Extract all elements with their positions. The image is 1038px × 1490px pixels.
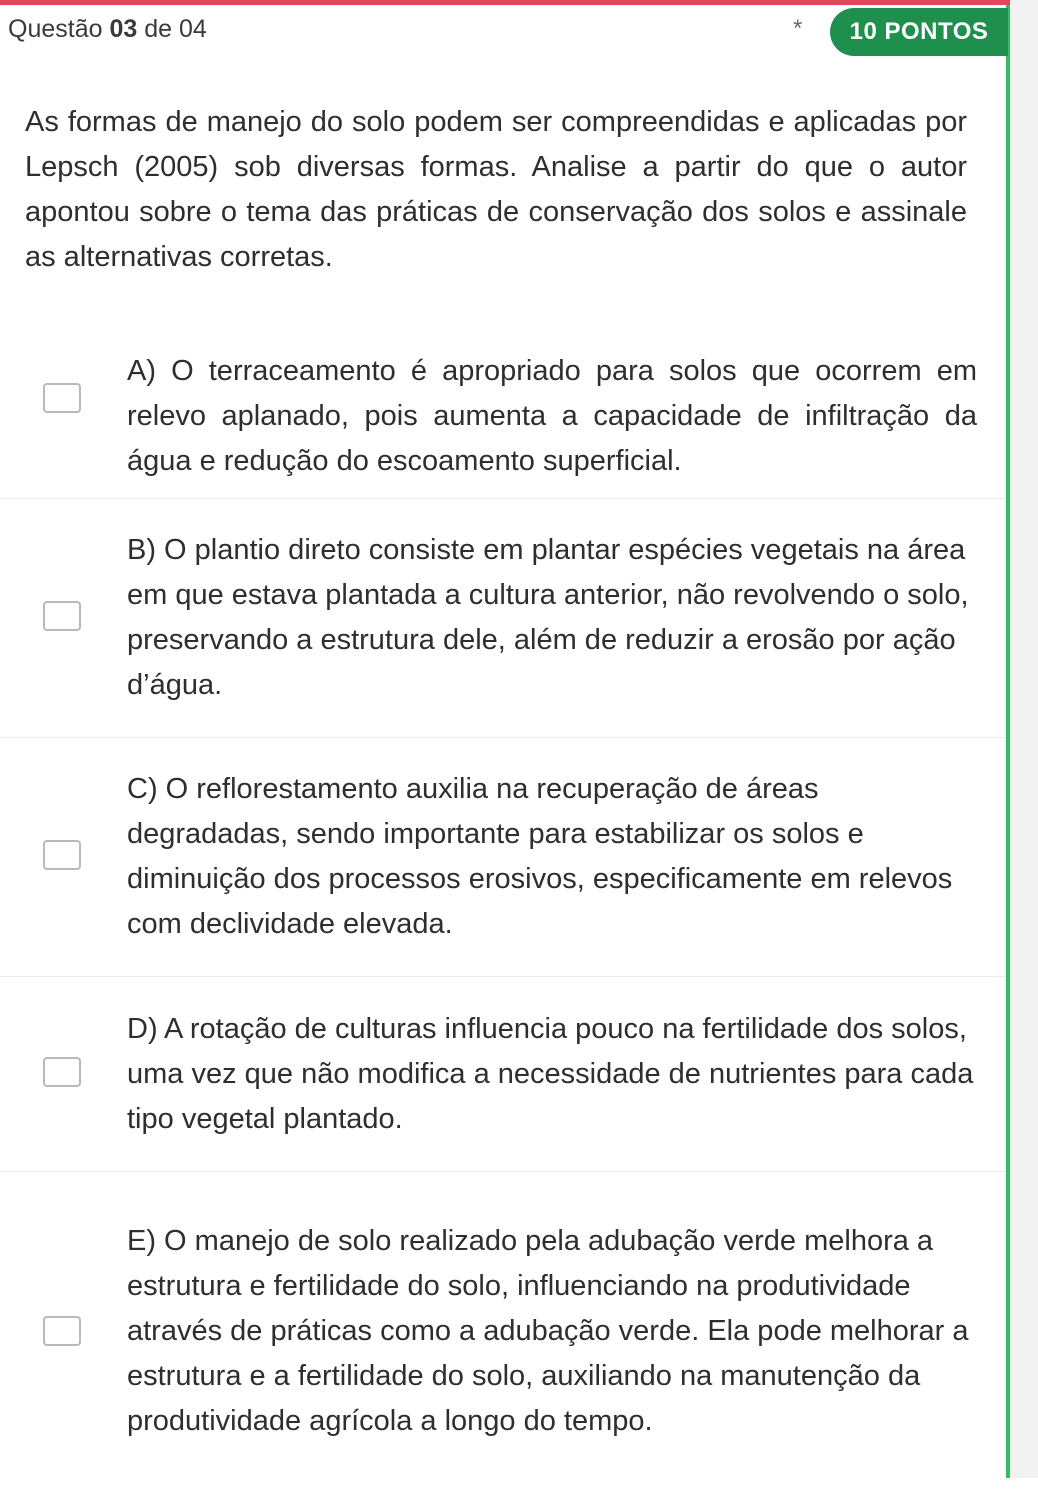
- question-prefix: Questão: [8, 15, 110, 43]
- option-c[interactable]: [0, 738, 1006, 977]
- option-e-text: E) O manejo de solo realizado pela adubação verde melhora a estrutura e fertilidade do solo, influenciando na produtividade através de práticas como a adubação verde. Ela pode melhorar a estrutura e a fertilidade do solo, auxiliando na manutenção da produtividade agrícola a longo do tempo.: [127, 1224, 969, 1437]
- option-b-checkbox[interactable]: [43, 601, 81, 631]
- question-counter: [8, 15, 207, 44]
- options-list: [0, 335, 1006, 1490]
- option-d-checkbox[interactable]: [43, 1057, 81, 1087]
- top-accent-line: [0, 0, 1010, 5]
- required-asterisk: *: [793, 15, 803, 42]
- option-b[interactable]: [0, 499, 1006, 738]
- option-e[interactable]: [0, 1172, 1006, 1490]
- option-e-checkbox[interactable]: [43, 1316, 81, 1346]
- question-suffix: de 04: [137, 15, 207, 43]
- question-number: 03: [109, 15, 138, 43]
- option-d-text: D) A rotação de culturas influencia pouco na fertilidade dos solos, uma vez que não modifica a necessidade de nutrientes para cada tipo vegetal plantado.: [127, 1012, 974, 1135]
- card-right-border: [1006, 0, 1010, 1478]
- option-a-checkbox[interactable]: [43, 383, 81, 413]
- question-statement: As formas de manejo do solo podem ser compreendidas e aplicadas por Lepsch (2005) sob diversas formas. Analise a partir do que o autor apontou sobre o tema das práticas de conservação dos solos e assinale as alternativas corretas.: [25, 106, 967, 273]
- option-d[interactable]: [0, 977, 1006, 1172]
- points-badge: 10 PONTOS: [830, 8, 1008, 56]
- question-card: [0, 5, 1006, 1478]
- option-c-checkbox[interactable]: [43, 840, 81, 870]
- right-gutter: [1010, 0, 1038, 1478]
- question-header: [0, 5, 1006, 60]
- option-a[interactable]: [0, 335, 1006, 499]
- option-b-text: B) O plantio direto consiste em plantar espécies vegetais na área em que estava plantada a cultura anterior, não revolvendo o solo, preservando a estrutura dele, além de reduzir a erosão por ação d’água.: [127, 534, 969, 701]
- option-a-text: A) O terraceamento é apropriado para solos que ocorrem em relevo aplanado, pois aumenta a capacidade de infiltração da água e redução do escoamento superficial.: [127, 355, 977, 477]
- option-c-text: C) O reflorestamento auxilia na recuperação de áreas degradadas, sendo importante para estabilizar os solos e diminuição dos processos erosivos, especificamente em relevos com declividade elevada.: [127, 773, 953, 940]
